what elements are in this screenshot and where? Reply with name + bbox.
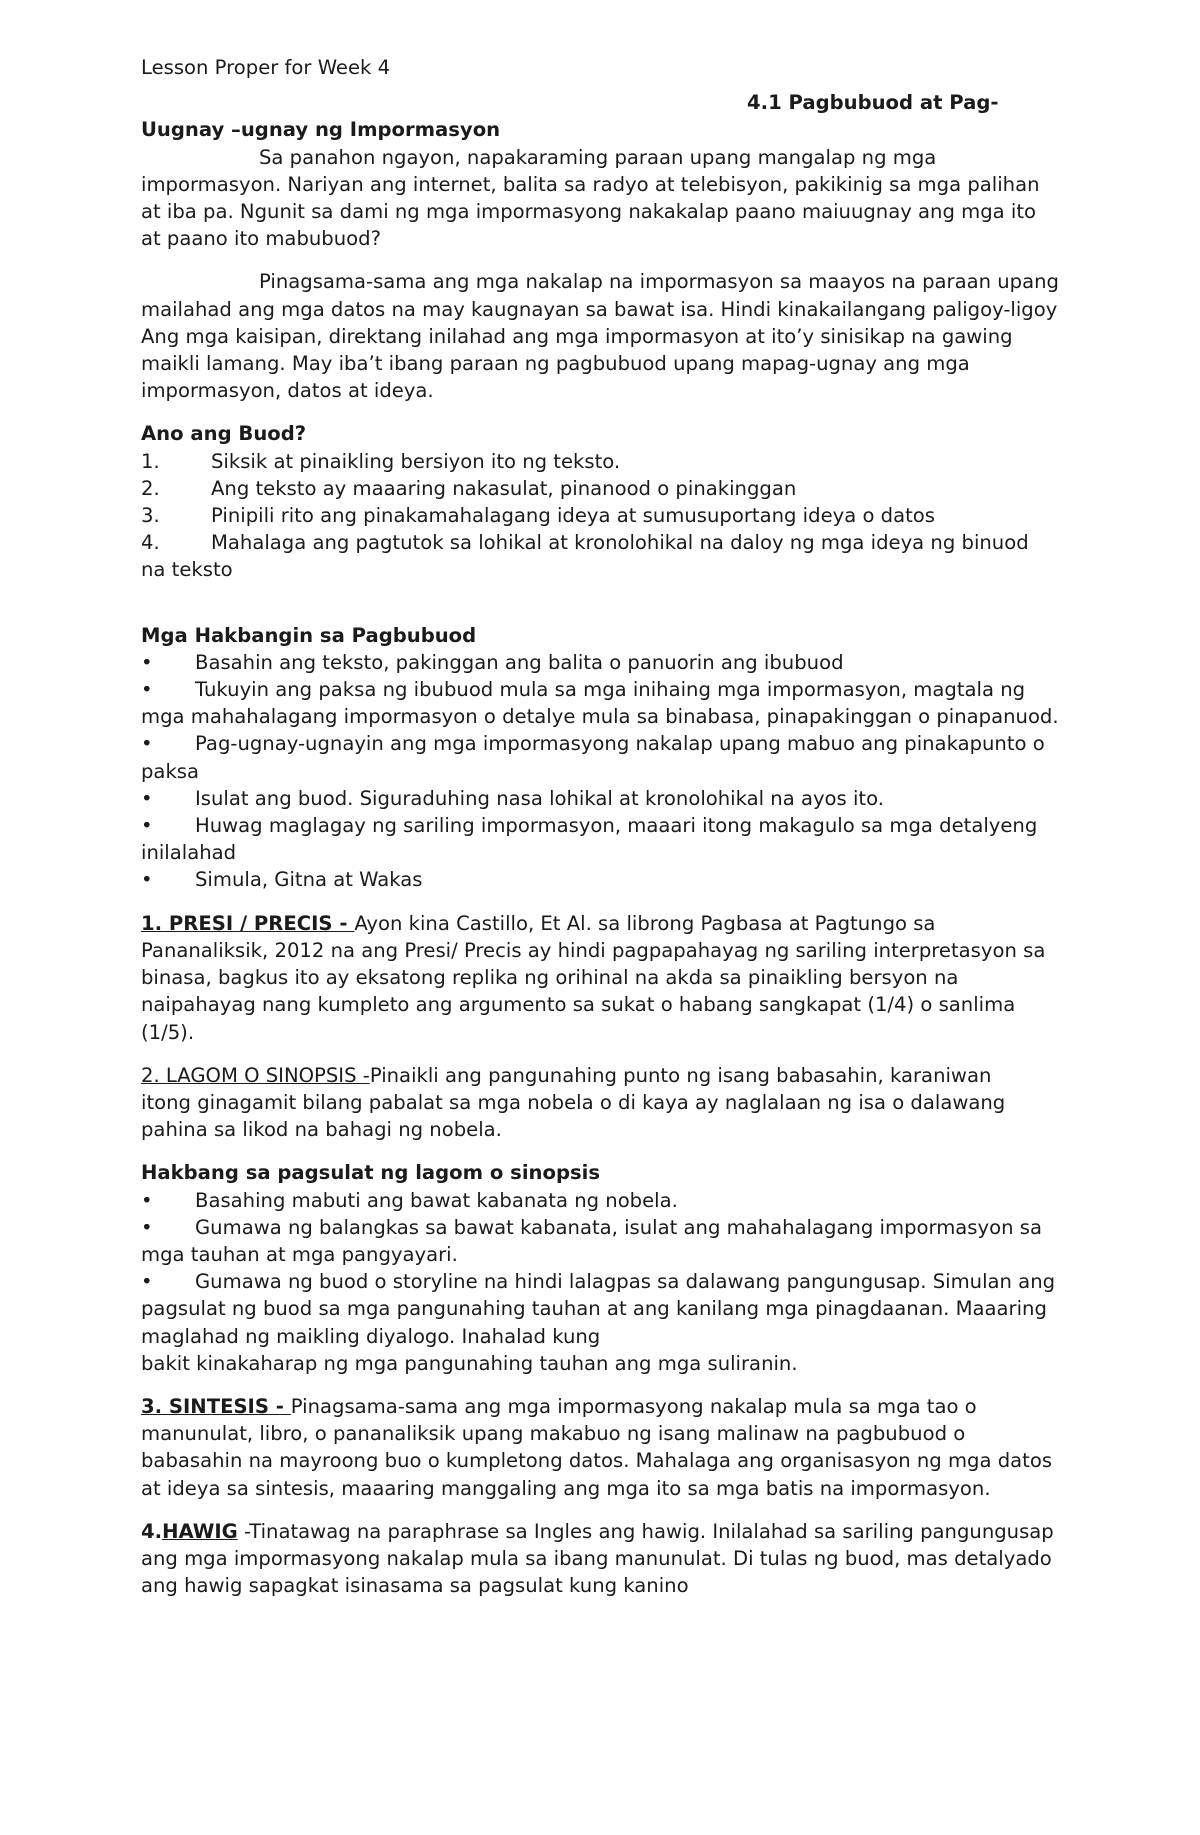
presi-term: 1. PRESI / PRECIS -: [141, 911, 355, 935]
hakbang-lagom-trailing: bakit kinakaharap ng mga pangunahing tauhan ang mga suliranin.: [141, 1351, 798, 1375]
buod-list: [141, 448, 1059, 584]
list-item: • Pag-ugnay-ugnayin ang mga impormasyong nakalap upang mabuo ang pinakapunto o paksa: [141, 732, 1045, 783]
list-item: • Basahin ang teksto, pakinggan ang balita o panuorin ang ibubuod: [141, 649, 1059, 676]
bullet-icon: •: [141, 1270, 153, 1294]
buod-section: [141, 420, 1059, 583]
lagom-continuation: itong ginagamit bilang pabalat sa mga nobela o di kaya ay naglalaan ng isa o dalawang pahina sa likod na bahagi ng nobela.: [141, 1090, 1006, 1142]
intro-paragraph-2: Pinagsama-sama ang mga nakalap na impormasyon sa maayos na paraan upang mailahad ang mga datos na may kaugnayan sa bawat isa. Hindi kinakailangang paligoy-ligoy Ang mga kaisipan, direktang inilahad ang mga impormasyon at ito’y sinisikap na gawing maikli lamang. May iba’t ibang paraan ng pagbubuod upang mapag-ugnay ang mga impormasyon, datos at ideya.: [141, 270, 1059, 403]
list-item: • Simula, Gitna at Wakas: [141, 866, 1059, 893]
hakbangin-section: [141, 622, 1059, 894]
bullet-icon: •: [141, 1188, 153, 1212]
hakbang-lagom-section: [141, 1159, 1059, 1377]
buod-heading: Ano ang Buod?: [141, 422, 307, 446]
lagom-paragraph: 2. LAGOM O SINOPSIS -Pinaikli ang pangunahing punto ng isang babasahin, karaniwan itong ginagamit bilang pabalat sa mga nobela o di kaya ay naglalaan ng isa o dalawang pahina sa likod na bahagi ng nobela.: [141, 1062, 1059, 1144]
bullet-icon: •: [141, 868, 153, 892]
lesson-title-part1: 4.1 Pagbubuod at Pag-: [747, 91, 999, 115]
list-item: • Isulat ang buod. Siguraduhing nasa lohikal at kronolohikal na ayos ito.: [141, 785, 1059, 812]
sintesis-term: 3. SINTESIS -: [141, 1394, 291, 1418]
bullet-icon: •: [141, 678, 153, 702]
sintesis-paragraph: 3. SINTESIS - Pinagsama-sama ang mga impormasyong nakalap mula sa mga tao o manunulat, libro, o pananaliksik upang makabuo ng isang malinaw na pagbubuod o babasahin na mayroong buo o kumpletong datos. Mahalaga ang organisasyon ng mga datos at ideya sa sintesis, maaaring manggaling ang mga ito sa mga batis na impormasyon.: [141, 1394, 1053, 1500]
intro-paragraph-1: Sa panahon ngayon, napakaraming paraan upang mangalap ng mga impormasyon. Nariyan ang internet, balita sa radyo at telebisyon, pakikinig sa mga palihan at iba pa. Ngunit sa dami ng mga impormasyong nakakalap paano maiuugnay ang mga ito at paano ito mabubuod?: [141, 145, 1040, 251]
bullet-icon: •: [141, 786, 153, 810]
bullet-icon: •: [141, 732, 153, 756]
list-item: 1. Siksik at pinaikling bersiyon ito ng teksto.: [141, 449, 621, 473]
list-item: • Gumawa ng balangkas sa bawat kabanata, isulat ang mahahalagang impormasyon sa mga tauhan at mga pangyayari.: [141, 1215, 1042, 1266]
bullet-icon: •: [141, 1215, 153, 1239]
hawig-number: 4.: [141, 1519, 163, 1543]
list-item: • Basahing mabuti ang bawat kabanata ng nobela.: [141, 1187, 1059, 1214]
hawig-paragraph: 4.HAWIG -Tinatawag na paraphrase sa Ingles ang hawig. Inilalahad sa sariling pangungusap ang mga impormasyong nakalap mula sa ibang manunulat. Di tulas ng buod, mas detalyado ang hawig sapagkat isinasama sa pagsulat kung kanino: [141, 1519, 1054, 1598]
list-item: 4. Mahalaga ang pagtutok sa lohikal at kronolohikal na daloy ng mga ideya ng binuod na teksto: [141, 531, 1029, 582]
lesson-title-part2: Uugnay –ugnay ng Impormasyon: [141, 118, 501, 142]
hakbangin-heading: Mga Hakbangin sa Pagbubuod: [141, 623, 477, 647]
list-item: 2. Ang teksto ay maaaring nakasulat, pinanood o pinakinggan: [141, 476, 797, 500]
list-item: • Gumawa ng buod o storyline na hindi lalagpas sa dalawang pangungusap. Simulan ang pagsulat ng buod sa mga pangunahing tauhan at ang kanilang mga pinagdaanan. Maaaring maglahad ng maikling diyalogo. Inahalad kung: [141, 1270, 1056, 1348]
bullet-icon: •: [141, 814, 153, 838]
page-header: Lesson Proper for Week 4: [141, 56, 391, 79]
list-item: • Tukuyin ang paksa ng ibubuod mula sa mga inihaing mga impormasyon, magtala ng mga mahahalagang impormasyon o detalye mula sa binabasa, pinapakinggan o pinapanuod.: [141, 678, 1059, 729]
list-item: • Huwag maglagay ng sariling impormasyon, maaari itong makagulo sa mga detalyeng inilalahad: [141, 814, 1038, 865]
bullet-icon: •: [141, 650, 153, 674]
list-item: 3. Pinipili rito ang pinakamahalagang ideya at sumusuportang ideya o datos: [141, 504, 935, 528]
lagom-term: 2. LAGOM O SINOPSIS -: [141, 1063, 370, 1087]
hakbang-lagom-heading: Hakbang sa pagsulat ng lagom o sinopsis: [141, 1161, 601, 1185]
presi-paragraph: 1. PRESI / PRECIS - Ayon kina Castillo, Et Al. sa librong Pagbasa at Pagtungo sa Pananaliksik, 2012 na ang Presi/ Precis ay hindi pagpapahayag ng sariling interpretasyon sa binasa, bagkus ito ay eksatong replika ng orihinal na akda sa pinaikling bersyon na naipahayag nang kumpleto ang argumento sa sukat o habang sangkapat (1/4) o sanlima (1/5).: [141, 911, 1046, 1044]
hawig-term: HAWIG: [162, 1519, 238, 1543]
